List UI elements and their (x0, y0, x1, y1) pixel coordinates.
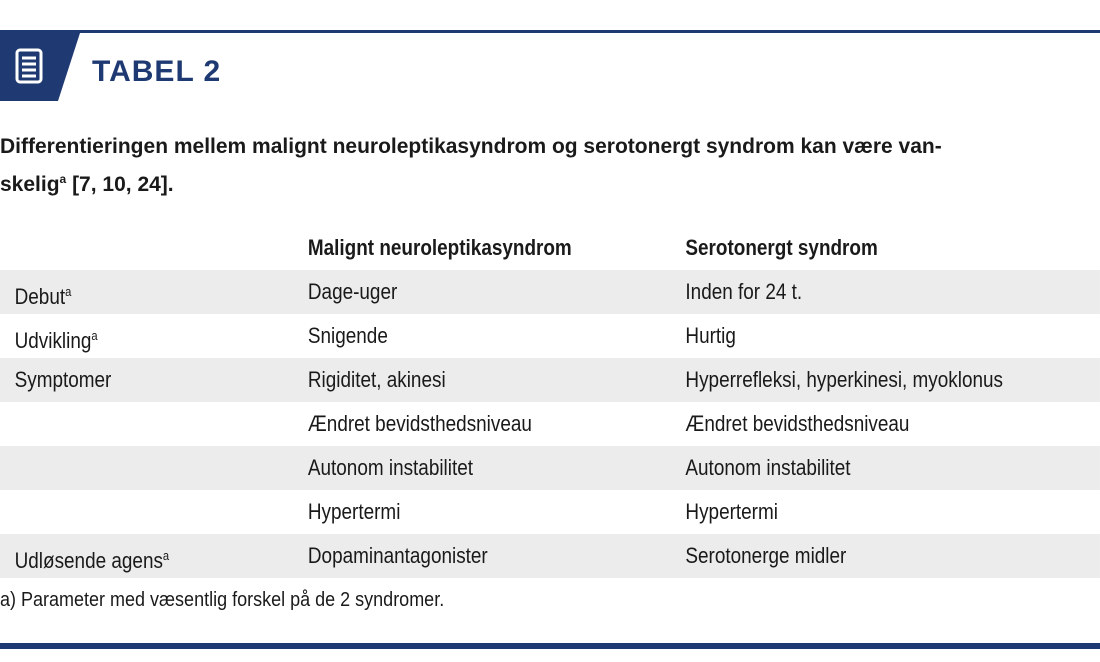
cell-nms: Dage-uger (307, 279, 398, 304)
caption-references: [7, 10, 24]. (66, 173, 174, 196)
cell-ss: Inden for 24 t. (685, 279, 803, 304)
cell-nms: Hypertermi (307, 499, 401, 524)
table-row (0, 358, 1100, 402)
column-header-ss: Serotonergt syndrom (685, 235, 878, 260)
caption-line-2: skelig$^a$ [7, 10, 24]. (0, 172, 174, 196)
footnote-marker: a (162, 548, 170, 563)
table-footnote: a) Parameter med væsentlig forskel på de 2 syndromer. (0, 589, 445, 611)
table-row (0, 490, 1100, 534)
caption-footnote-marker: a (59, 172, 67, 186)
table-row (0, 314, 1100, 358)
document-list-icon (0, 33, 80, 101)
table-row (0, 534, 1100, 578)
column-header-nms: Malignt neuroleptikasyndrom (307, 235, 572, 260)
cell-ss: Ændret bevidsthedsniveau (685, 411, 910, 436)
caption-line-1: Differentieringen mellem malignt neuroleptikasyndrom og serotonergt syndrom kan være van- (0, 135, 942, 158)
cell-ss: Hyperrefleksi, hyperkinesi, myoklonus (685, 367, 1003, 392)
comparison-table (0, 226, 1003, 578)
cell-nms: Ændret bevidsthedsniveau (307, 411, 532, 436)
footnote-marker: a (91, 328, 98, 343)
cell-nms: Autonom instabilitet (307, 455, 473, 480)
row-label: Udløsende agens$^a$ (14, 548, 170, 573)
table-row (0, 402, 1100, 446)
cell-ss: Hurtig (685, 323, 736, 348)
table-label: TABEL 2 (92, 55, 222, 88)
cell-ss: Autonom instabilitet (685, 455, 851, 480)
cell-ss: Hypertermi (685, 499, 778, 524)
table-caption (0, 130, 1095, 201)
row-label: Debut$^a$ (14, 284, 72, 309)
table-body (0, 270, 1003, 578)
footnote-marker: a (65, 284, 72, 299)
bottom-rule (0, 643, 1100, 649)
table-row (0, 270, 1100, 314)
cell-ss: Serotonerge midler (685, 543, 847, 568)
cell-nms: Rigiditet, akinesi (307, 367, 446, 392)
cell-nms: Dopaminantagonister (307, 543, 488, 568)
row-label: Udvikling$^a$ (14, 328, 98, 353)
top-rule (0, 30, 1100, 33)
table-row (0, 446, 1100, 490)
row-label: Symptomer (14, 367, 112, 392)
table-header-row (0, 226, 1100, 270)
cell-nms: Snigende (307, 323, 388, 348)
